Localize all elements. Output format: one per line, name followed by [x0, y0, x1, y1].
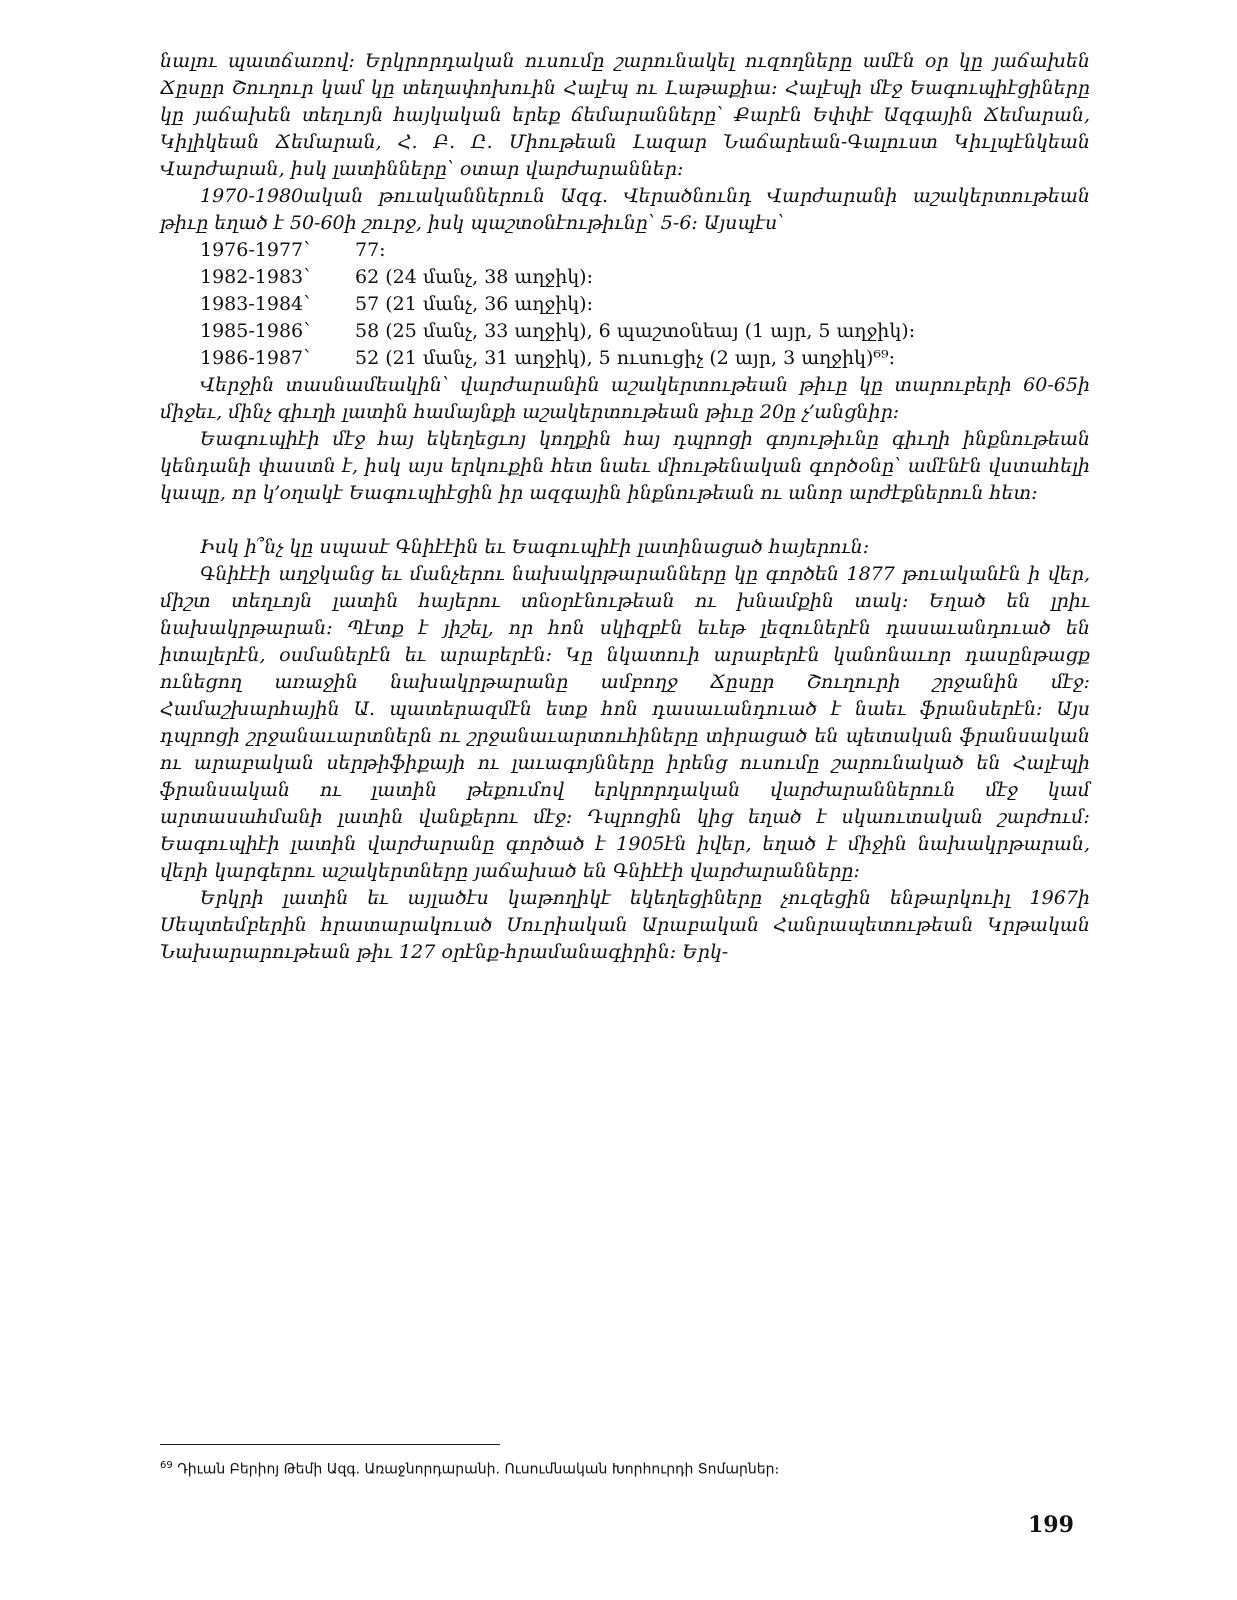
enrollment-value: 57 (21 մանչ, 36 աղջիկ)։ — [355, 293, 594, 315]
section-gap — [160, 507, 1090, 534]
enrollment-value: 77։ — [355, 239, 386, 261]
enrollment-years: 1982-1983՝ — [200, 266, 311, 288]
enrollment-years: 1986-1987՝ — [200, 347, 311, 369]
paragraph-continuation: նալու պատճառով։ Երկրորդական ուսումը շարունակել ուզողները ամէն օր կը յաճախեն Ճըսըր Շուղուր կամ կը տեղափոխուին Հալէպ ու Լաթաքիա։ Հալէպի մէջ Եագուպիէցիները կը յաճախեն տեղւոյն հայկական երեք ճեմարանները՝ Քարէն Եփփէ Ազգային Ճեմարան, Կիլիկեան Ճեմարան, Հ. Բ. Ը. Միութեան Լազար Նաճարեան-Գալուստ Կիւլպէնկեան Վարժարան, իսկ լատինները՝ օտար վարժարաններ։ — [160, 50, 1090, 180]
enrollment-row — [200, 318, 1090, 345]
footnote — [160, 1456, 1060, 1480]
paragraph-question: Իսկ ի՞նչ կը սպասէ Գնիէէին եւ Եագուպիէի լատինացած հայերուն։ — [200, 536, 870, 558]
footnote-text: Դիւան Բերիոյ Թեմի Ազգ. Առաջնորդարանի. Ուսումնական Խորհուրդի Տոմարներ։ — [177, 1461, 780, 1478]
enrollment-list — [160, 237, 1090, 372]
paragraph-catholic-churches: Երկրի լատին եւ այլածէս կաթողիկէ եկեղեցիները չուզեցին ենթարկուիլ 1967ի Սեպտեմբերին հրատարակուած Սուրիական Արաբական Հանրապետութեան Կրթական Նախարարութեան թիւ 127 օրէնք-հրամանագիրին։ Երկ- — [160, 887, 1090, 963]
enrollment-row — [200, 291, 1090, 318]
enrollment-row — [200, 345, 1090, 372]
enrollment-value: 58 (25 մանչ, 33 աղջիկ), 6 պաշտօնեայ (1 այր, 5 աղջիկ)։ — [355, 320, 916, 342]
enrollment-value: 62 (24 մանչ, 38 աղջիկ)։ — [355, 266, 594, 288]
enrollment-row — [200, 237, 1090, 264]
footnote-divider — [160, 1444, 500, 1445]
enrollment-row — [200, 264, 1090, 291]
paragraph-recent-decade: Վերջին տասնամեակին՝ վարժարանին աշակերտութեան թիւը կը տարուբերի 60-65ի միջեւ, մինչ գիւղի լատին համայնքի աշակերտութեան թիւը 20ը չ՚անցնիր։ — [160, 374, 1090, 423]
paragraph-identity: Եագուպիէի մէջ հայ եկեղեցւոյ կողքին հայ դպրոցի գոյութիւնը գիւղի ինքնութեան կենդանի փաստն է, իսկ այս երկուքին հետ նաեւ միութենական գործօնը՝ ամէնէն վստահելի կապը, որ կ՚օղակէ Եագուպիէցին իր ազգային ինքնութեան ու անոր արժէքներուն հետ։ — [160, 428, 1090, 504]
enrollment-years: 1985-1986՝ — [200, 320, 311, 342]
enrollment-years: 1976-1977՝ — [200, 239, 311, 261]
footnote-number: 69 — [160, 1460, 173, 1471]
paragraph-enrollment: 1970-1980ական թուականներուն Ազգ. Վերածնունդ Վարժարանի աշակերտութեան թիւը եղած է 50-60ի շուրջ, իսկ պաշտօնէութիւնը՝ 5-6։ Այսպէս՝ — [160, 185, 1090, 234]
enrollment-years: 1983-1984՝ — [200, 293, 311, 315]
page-number: 199 — [1028, 1512, 1074, 1538]
body-text — [160, 48, 1090, 966]
enrollment-value: 52 (21 մանչ, 31 աղջիկ), 5 ուսուցիչ (2 այր, 3 աղջիկ)⁶⁹։ — [355, 347, 896, 369]
paragraph-gnie-schools: Գնիէէի աղջկանց եւ մանչերու նախակրթարանները կը գործեն 1877 թուականէն ի վեր, միշտ տեղւոյն լատին հայերու տնօրէնութեան ու խնամքին տակ։ Եղած են լրիւ նախակրթարան։ Պէտք է յիշել, որ հոն սկիզբէն եւեթ լեզուներէն դասաւանդուած են իտալերէն, օսմաներէն եւ արաբերէն։ Կը նկատուի արաբերէն կանոնաւոր դասընթացք ունեցող առաջին նախակրթարանը ամբողջ Ճըսըր Շուղուրի շրջանին մէջ։ Համաշխարհային Ա. պատերազմէն ետք հոն դասաւանդուած է նաեւ ֆրանսերէն։ Այս դպրոցի շրջանաւարտներն ու շրջանաւարտուհիները տիրացած են պետական ֆրանսական ու արաբական սերթիֆիքայի ու լաւագոյնները իրենց ուսումը շարունակած են Հալէպի ֆրանսական ու լատին թեքումով երկրորդական վարժարաններուն մէջ կամ արտասահմանի լատին վանքերու մէջ։ Դպրոցին կից եղած է սկաուտական շարժում։ Եագուպիէի լատին վարժարանը գործած է 1905էն իվեր, եղած է միջին նախակրթարան, վերի կարգերու աշակերտները յաճախած են Գնիէէի վարժարանները։ — [160, 563, 1090, 882]
